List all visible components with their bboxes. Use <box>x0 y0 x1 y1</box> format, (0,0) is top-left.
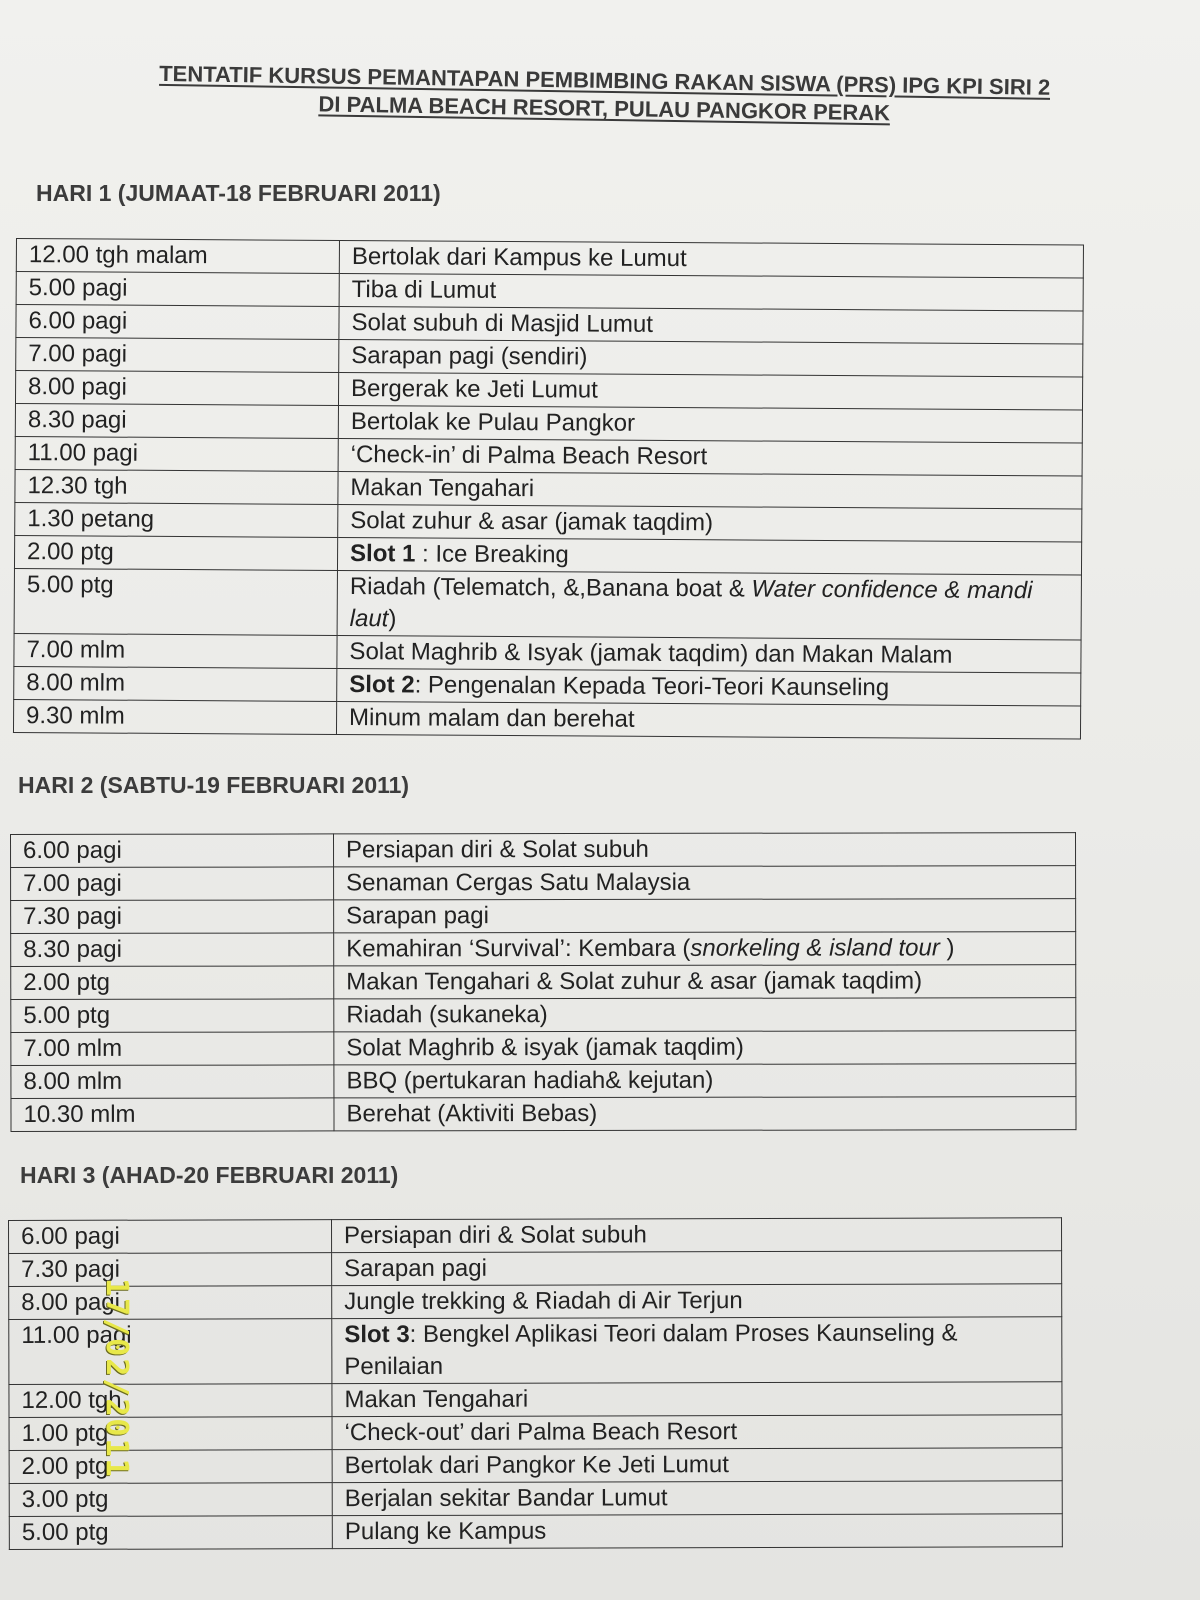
time-cell: 7.00 mlm <box>11 1032 334 1066</box>
time-cell: 12.00 tgh <box>9 1384 332 1418</box>
activity-italic-text: snorkeling & island tour <box>690 934 940 962</box>
schedule-row <box>11 899 1076 934</box>
schedule-row <box>11 833 1076 868</box>
date-stamp: 17/02/2011 <box>99 1278 134 1479</box>
time-cell: 5.00 ptg <box>9 1516 332 1550</box>
time-cell: 5.00 ptg <box>11 999 334 1033</box>
time-cell: 2.00 ptg <box>9 1450 332 1484</box>
day-3-schedule-table <box>8 1217 1063 1550</box>
schedule-row <box>11 965 1076 1000</box>
time-cell: 8.00 pagi <box>9 1286 332 1320</box>
day-3-heading: HARI 3 (AHAD-20 FEBRUARI 2011) <box>20 1162 399 1188</box>
time-cell: 8.00 mlm <box>14 666 337 701</box>
schedule-row <box>9 1481 1062 1517</box>
activity-text: Solat Maghrib & Isyak (jamak taqdim) dan Makan Malam <box>349 638 953 669</box>
activity-cell <box>332 1514 1062 1549</box>
activity-text: Bertolak dari Pangkor Ke Jeti Lumut <box>344 1451 729 1480</box>
activity-cell <box>332 1251 1062 1286</box>
activity-cell <box>336 701 1080 739</box>
activity-cell <box>334 1064 1076 1098</box>
time-cell: 8.00 mlm <box>11 1065 334 1099</box>
activity-text: Makan Tengahari & Solat zuhur & asar (jamak taqdim) <box>346 967 923 996</box>
time-cell: 7.30 pagi <box>9 1253 332 1287</box>
time-cell: 6.00 pagi <box>9 1220 332 1254</box>
activity-text: Makan Tengahari <box>350 474 535 503</box>
activity-text: ‘Check-out’ dari Palma Beach Resort <box>344 1418 738 1447</box>
activity-cell <box>334 899 1076 933</box>
schedule-row <box>9 1251 1062 1287</box>
activity-text: : Bengkel Aplikasi Teori dalam Proses Kaunseling & Penilaian <box>344 1319 958 1381</box>
activity-cell <box>334 965 1076 999</box>
time-cell: 12.00 tgh malam <box>16 239 339 274</box>
schedule-row <box>9 1218 1062 1254</box>
schedule-row <box>9 1317 1062 1385</box>
activity-text: Makan Tengahari <box>344 1385 529 1414</box>
activity-text: Senaman Cergas Satu Malaysia <box>346 868 691 897</box>
time-cell: 8.30 pagi <box>15 403 338 438</box>
activity-text: Pulang ke Kampus <box>344 1517 547 1546</box>
activity-tail-text: ) <box>388 605 397 633</box>
schedule-row <box>9 1448 1062 1484</box>
time-cell: 8.00 pagi <box>15 371 338 406</box>
title-line-2: DI PALMA BEACH RESORT, PULAU PANGKOR PERAK <box>318 91 891 126</box>
activity-cell <box>334 998 1076 1032</box>
activity-cell <box>339 240 1083 278</box>
title-line-1: TENTATIF KURSUS PEMANTAPAN PEMBIMBING RAKAN SISWA (PRS) IPG KPI SIRI 2 <box>159 60 1051 100</box>
activity-text: : Ice Breaking <box>415 540 569 569</box>
activity-cell <box>338 405 1082 443</box>
activity-text: Minum malam dan berehat <box>348 704 635 733</box>
time-cell: 9.30 mlm <box>13 699 336 734</box>
time-cell: 6.00 pagi <box>16 305 339 340</box>
activity-text: Jungle trekking & Riadah di Air Terjun <box>344 1287 743 1316</box>
activity-italic-text: Water confidence & mandi laut <box>349 575 1033 633</box>
activity-cell <box>334 1097 1076 1131</box>
time-cell: 5.00 ptg <box>14 568 337 635</box>
activity-cell <box>339 273 1083 311</box>
day-1-schedule-table <box>13 238 1084 740</box>
activity-cell <box>339 306 1083 344</box>
time-cell: 7.00 mlm <box>14 633 337 668</box>
activity-cell <box>332 1448 1062 1483</box>
activity-cell <box>337 570 1081 640</box>
time-cell: 7.30 pagi <box>11 900 334 934</box>
activity-text: Kemahiran ‘Survival’: Kembara ( <box>346 934 691 963</box>
schedule-row <box>9 1415 1062 1451</box>
schedule-row <box>11 932 1076 967</box>
activity-cell <box>332 1382 1062 1417</box>
time-cell: 8.30 pagi <box>11 933 334 967</box>
activity-cell <box>338 372 1082 410</box>
activity-text: ‘Check-in’ di Palma Beach Resort <box>350 441 708 471</box>
activity-text: Bertolak ke Pulau Pangkor <box>350 408 636 437</box>
schedule-row <box>14 568 1081 640</box>
activity-cell <box>332 1284 1062 1319</box>
activity-text: Riadah (sukaneka) <box>346 1001 548 1029</box>
activity-text: Sarapan pagi <box>344 1254 487 1283</box>
activity-text: Persiapan diri & Solat subuh <box>344 1221 647 1250</box>
time-cell: 2.00 ptg <box>11 966 334 1000</box>
activity-cell <box>338 471 1082 509</box>
activity-cell <box>337 635 1081 673</box>
activity-text: Bertolak dari Kampus ke Lumut <box>351 243 687 273</box>
time-cell: 12.30 tgh <box>15 469 338 504</box>
schedule-row <box>11 1097 1076 1132</box>
activity-cell <box>334 833 1076 867</box>
time-cell: 11.00 pagi <box>9 1319 332 1385</box>
time-cell: 1.00 ptg <box>9 1417 332 1451</box>
activity-text: Riadah (Telematch, &,Banana boat & <box>349 573 752 603</box>
day-2-schedule-table <box>10 832 1077 1132</box>
activity-text: Sarapan pagi <box>346 902 489 930</box>
activity-cell <box>334 932 1076 966</box>
day-1-heading: HARI 1 (JUMAAT-18 FEBRUARI 2011) <box>36 180 441 206</box>
activity-text: Berjalan sekitar Bandar Lumut <box>344 1484 668 1513</box>
document-title <box>39 58 1170 132</box>
activity-text: Solat subuh di Masjid Lumut <box>351 309 654 338</box>
slot-label: Slot 2 <box>349 671 415 699</box>
schedule-row <box>13 699 1080 739</box>
time-cell: 3.00 ptg <box>9 1483 332 1517</box>
activity-cell <box>334 1031 1076 1065</box>
schedule-row <box>9 1514 1062 1550</box>
time-cell: 11.00 pagi <box>15 436 338 471</box>
schedule-row <box>11 1031 1076 1066</box>
activity-cell <box>332 1218 1062 1253</box>
schedule-row <box>11 866 1076 901</box>
activity-cell <box>337 537 1081 575</box>
activity-cell <box>339 339 1083 377</box>
activity-text: Berehat (Aktiviti Bebas) <box>346 1099 598 1128</box>
slot-label: Slot 3 <box>344 1320 410 1349</box>
activity-cell <box>338 504 1082 542</box>
schedule-row <box>9 1284 1062 1320</box>
time-cell: 7.00 pagi <box>11 867 334 901</box>
schedule-row <box>11 1064 1076 1099</box>
activity-cell <box>334 866 1076 900</box>
time-cell: 10.30 mlm <box>11 1098 334 1132</box>
activity-text: Sarapan pagi (sendiri) <box>351 342 588 371</box>
schedule-row <box>11 998 1076 1033</box>
time-cell: 2.00 ptg <box>14 535 337 570</box>
activity-text: Tiba di Lumut <box>351 276 497 304</box>
activity-text: BBQ (pertukaran hadiah& kejutan) <box>346 1066 714 1095</box>
time-cell: 7.00 pagi <box>16 338 339 373</box>
activity-cell <box>332 1415 1062 1450</box>
time-cell: 1.30 petang <box>15 502 338 537</box>
time-cell: 5.00 pagi <box>16 272 339 307</box>
activity-tail-text: ) <box>939 934 955 962</box>
activity-text: Bergerak ke Jeti Lumut <box>351 375 598 404</box>
time-cell: 6.00 pagi <box>11 834 334 868</box>
activity-text: Solat zuhur & asar (jamak taqdim) <box>350 507 714 537</box>
activity-cell <box>332 1317 1062 1384</box>
activity-cell <box>332 1481 1062 1516</box>
day-2-heading: HARI 2 (SABTU-19 FEBRUARI 2011) <box>18 772 410 798</box>
activity-text: Persiapan diri & Solat subuh <box>346 835 649 864</box>
slot-label: Slot 1 <box>349 540 416 568</box>
schedule-row <box>9 1382 1062 1418</box>
activity-cell <box>337 668 1081 706</box>
activity-text: Solat Maghrib & isyak (jamak taqdim) <box>346 1033 744 1062</box>
activity-cell <box>338 438 1082 476</box>
activity-text: : Pengenalan Kepada Teori-Teori Kaunseling <box>414 671 890 702</box>
